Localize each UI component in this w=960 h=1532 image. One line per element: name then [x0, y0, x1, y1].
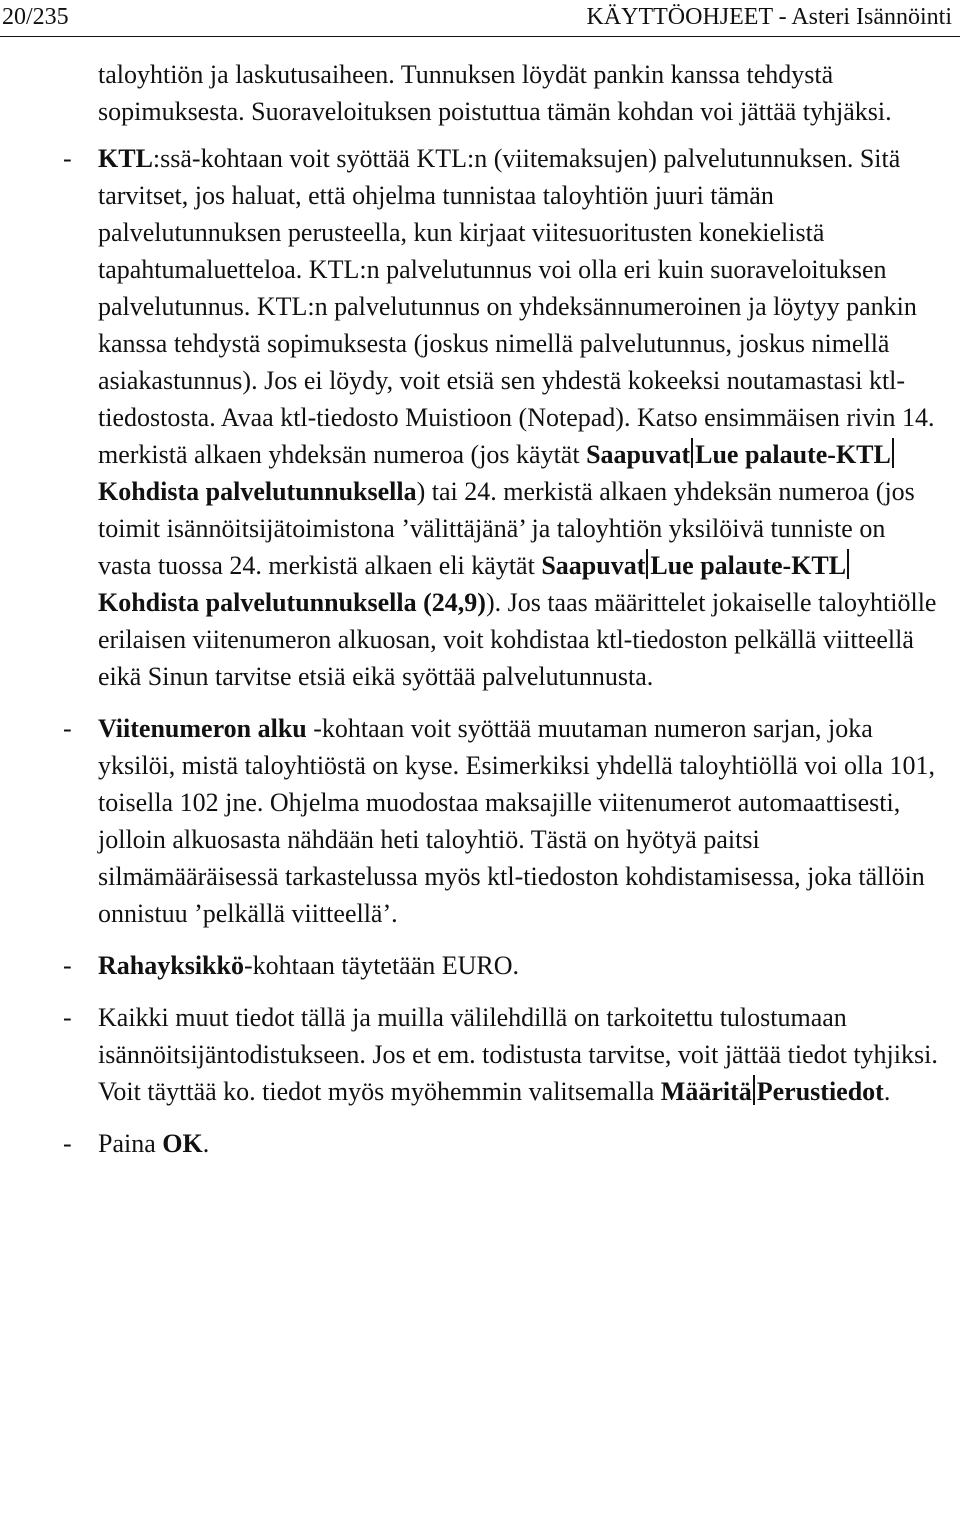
ktl-text-2: ) tai 24. merkistä alkaen yhdeksän numeroa (jos toimit isännöitsijätoimistona ’välittäjänä’ ja taloyhtiön yksilöivä tunniste on vasta tuossa 24. merkistä alkaen eli käytät — [98, 477, 915, 580]
document-title: KÄYTTÖOHJEET - Asteri Isännöinti — [586, 4, 952, 30]
muut-text: Kaikki muut tiedot tällä ja muilla välilehdillä on tarkoitettu tulostumaan isännöitsijäntodistukseen. Jos et em. todistusta tarvitse, voit jättää tiedot tyhjiksi. Voit täyttää ko. tiedot myös myöhemmin valitsemalla — [98, 1003, 938, 1106]
list-item-ktl — [0, 140, 960, 695]
list-dash: - — [63, 144, 72, 173]
list-dash: - — [63, 714, 72, 743]
ktl-bold-lead: KTL — [98, 144, 153, 173]
menu-separator — [847, 549, 849, 579]
menu-separator — [646, 549, 648, 579]
menu-path-perustiedot: Perustiedot — [756, 1077, 884, 1106]
ok-text: Paina — [98, 1129, 163, 1158]
menu-path-maarita: Määritä — [660, 1077, 752, 1106]
menu-separator — [753, 1075, 755, 1105]
muut-end: . — [883, 1077, 891, 1106]
menu-path-1-saapuvat: Saapuvat — [586, 440, 691, 469]
ktl-text-1: :ssä-kohtaan voit syöttää KTL:n (viitemaksujen) palvelutunnuksen. Sitä tarvitset, jos haluat, että ohjelma tunnistaa taloyhtiön juuri tämän palvelutunnuksen perusteella, kun kirjaat viitesuoritusten konekielistä tapahtumaluetteloa. KTL:n palvelutunnus voi olla eri kuin suoraveloituksen palvelutunnus. KTL:n palvelutunnus on yhdeksännumeroinen ja löytyy pankin kanssa tehdystä sopimuksesta (joskus nimellä palvelutunnus, joskus nimellä asiakastunnus). Jos ei löydy, voit etsiä sen yhdestä kokeeksi noutamastasi ktl-tiedostosta. Avaa ktl-tiedosto Muistioon (Notepad). Katso ensimmäisen rivin 14. merkistä alkaen yhdeksän numeroa (jos käytät — [98, 144, 935, 469]
intro-paragraph — [0, 56, 960, 130]
list-item-viitenumeron-alku — [0, 710, 960, 932]
list-item-muut-tiedot — [0, 999, 960, 1110]
menu-path-2-saapuvat: Saapuvat — [541, 551, 646, 580]
page-number: 20/235 — [2, 4, 69, 30]
raha-text: -kohtaan täytetään EURO. — [243, 951, 520, 980]
list-dash: - — [63, 1003, 72, 1032]
list-item-rahayksikko — [0, 947, 960, 984]
menu-path-2-lue-palaute: Lue palaute-KTL — [650, 551, 847, 580]
raha-bold-lead: Rahayksikkö — [98, 951, 244, 980]
viite-text: -kohtaan voit syöttää muutaman numeron sarjan, joka yksilöi, mistä taloyhtiöstä on kyse. Esimerkiksi yhdellä taloyhtiöllä voi olla 101, toisella 102 jne. Ohjelma muodostaa maksajille viitenumerot automaattisesti, jolloin alkuosasta nähdään heti taloyhtiö. Tästä on hyötyä paitsi silmämääräisessä tarkastelussa myös ktl-tiedoston kohdistamisessa, joka tällöin onnistuu ’pelkällä viitteellä’. — [98, 714, 935, 928]
ok-end: . — [202, 1129, 210, 1158]
viite-bold-lead: Viitenumeron alku — [98, 714, 307, 743]
ktl-text-3: ). Jos taas määrittelet jokaiselle taloyhtiölle erilaisen viitenumeron alkuosan, voit kohdistaa ktl-tiedoston pelkällä viitteellä eikä Sinun tarvitse etsiä eikä syöttää palvelutunnusta. — [98, 588, 937, 691]
header-rule — [0, 36, 960, 37]
list-dash: - — [63, 1129, 72, 1158]
list-item-paina-ok — [0, 1125, 960, 1162]
intro-text: taloyhtiön ja laskutusaiheen. Tunnuksen löydät pankin kanssa tehdystä sopimuksesta. Suoraveloituksen poistuttua tämän kohdan voi jättää tyhjäksi. — [98, 60, 892, 126]
ok-bold: OK — [162, 1129, 203, 1158]
list-dash: - — [63, 951, 72, 980]
menu-separator — [691, 438, 693, 468]
menu-separator — [892, 438, 894, 468]
menu-path-2-kohdista: Kohdista palvelutunnuksella (24,9) — [98, 588, 486, 617]
menu-path-1-kohdista: Kohdista palvelutunnuksella — [98, 477, 417, 506]
page-body — [0, 56, 960, 1162]
menu-path-1-lue-palaute: Lue palaute-KTL — [695, 440, 891, 469]
page-header — [0, 0, 960, 34]
